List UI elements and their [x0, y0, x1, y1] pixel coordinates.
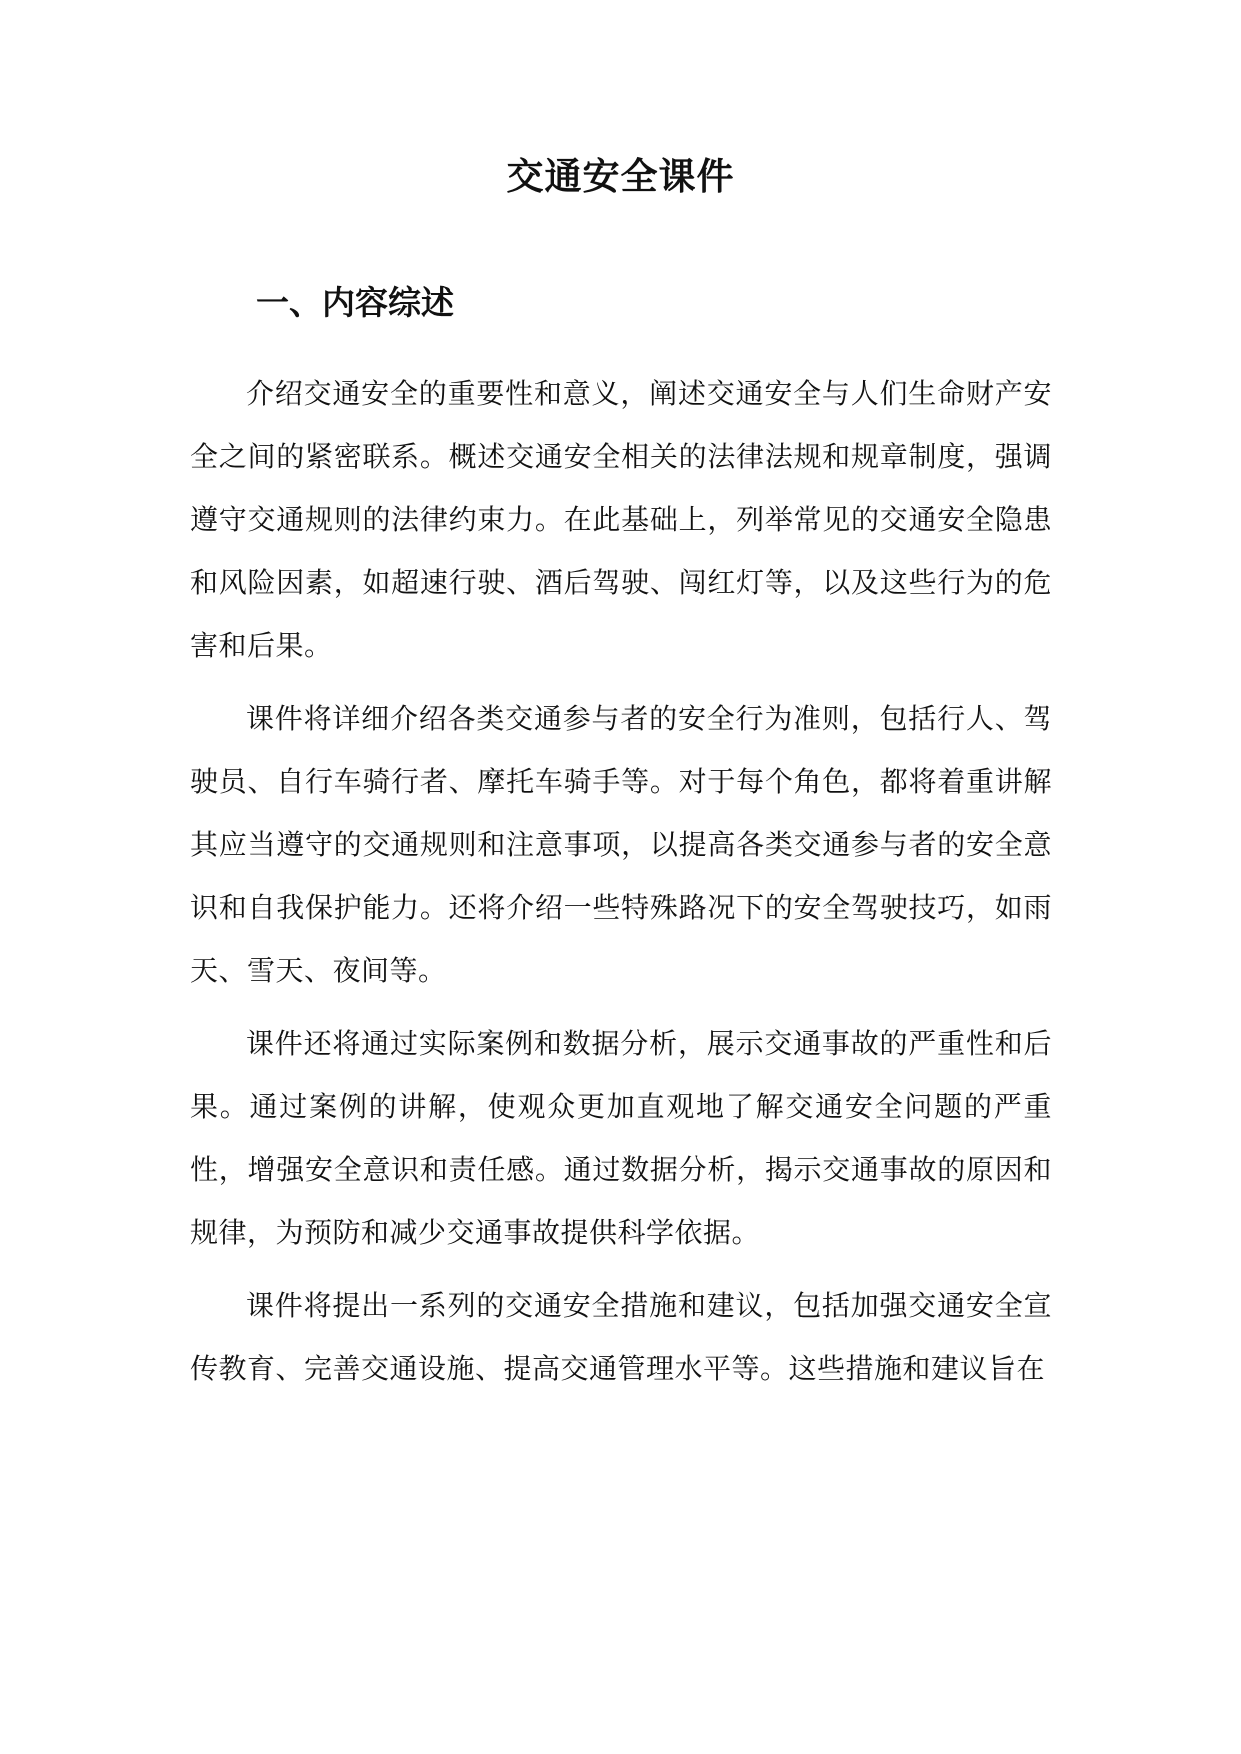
section-body — [190, 362, 1052, 1400]
paragraph: 介绍交通安全的重要性和意义，阐述交通安全与人们生命财产安全之间的紧密联系。概述交通安全相关的法律法规和规章制度，强调遵守交通规则的法律约束力。在此基础上，列举常见的交通安全隐患和风险因素，如超速行驶、酒后驾驶、闯红灯等，以及这些行为的危害和后果。 — [190, 377, 1052, 662]
paragraph: 课件将详细介绍各类交通参与者的安全行为准则，包括行人、驾驶员、自行车骑行者、摩托车骑手等。对于每个角色，都将着重讲解其应当遵守的交通规则和注意事项，以提高各类交通参与者的安全意识和自我保护能力。还将介绍一些特殊路况下的安全驾驶技巧，如雨天、雪天、夜间等。 — [190, 702, 1052, 987]
paragraph: 课件将提出一系列的交通安全措施和建议，包括加强交通安全宣传教育、完善交通设施、提高交通管理水平等。这些措施和建议旨在 — [190, 1289, 1052, 1385]
paragraph: 课件还将通过实际案例和数据分析，展示交通事故的严重性和后果。通过案例的讲解，使观众更加直观地了解交通安全问题的严重性，增强安全意识和责任感。通过数据分析，揭示交通事故的原因和规律，为预防和减少交通事故提供科学依据。 — [190, 1027, 1052, 1249]
document-title: 交通安全课件 — [506, 154, 735, 198]
section-heading: 一、内容综述 — [256, 283, 454, 322]
